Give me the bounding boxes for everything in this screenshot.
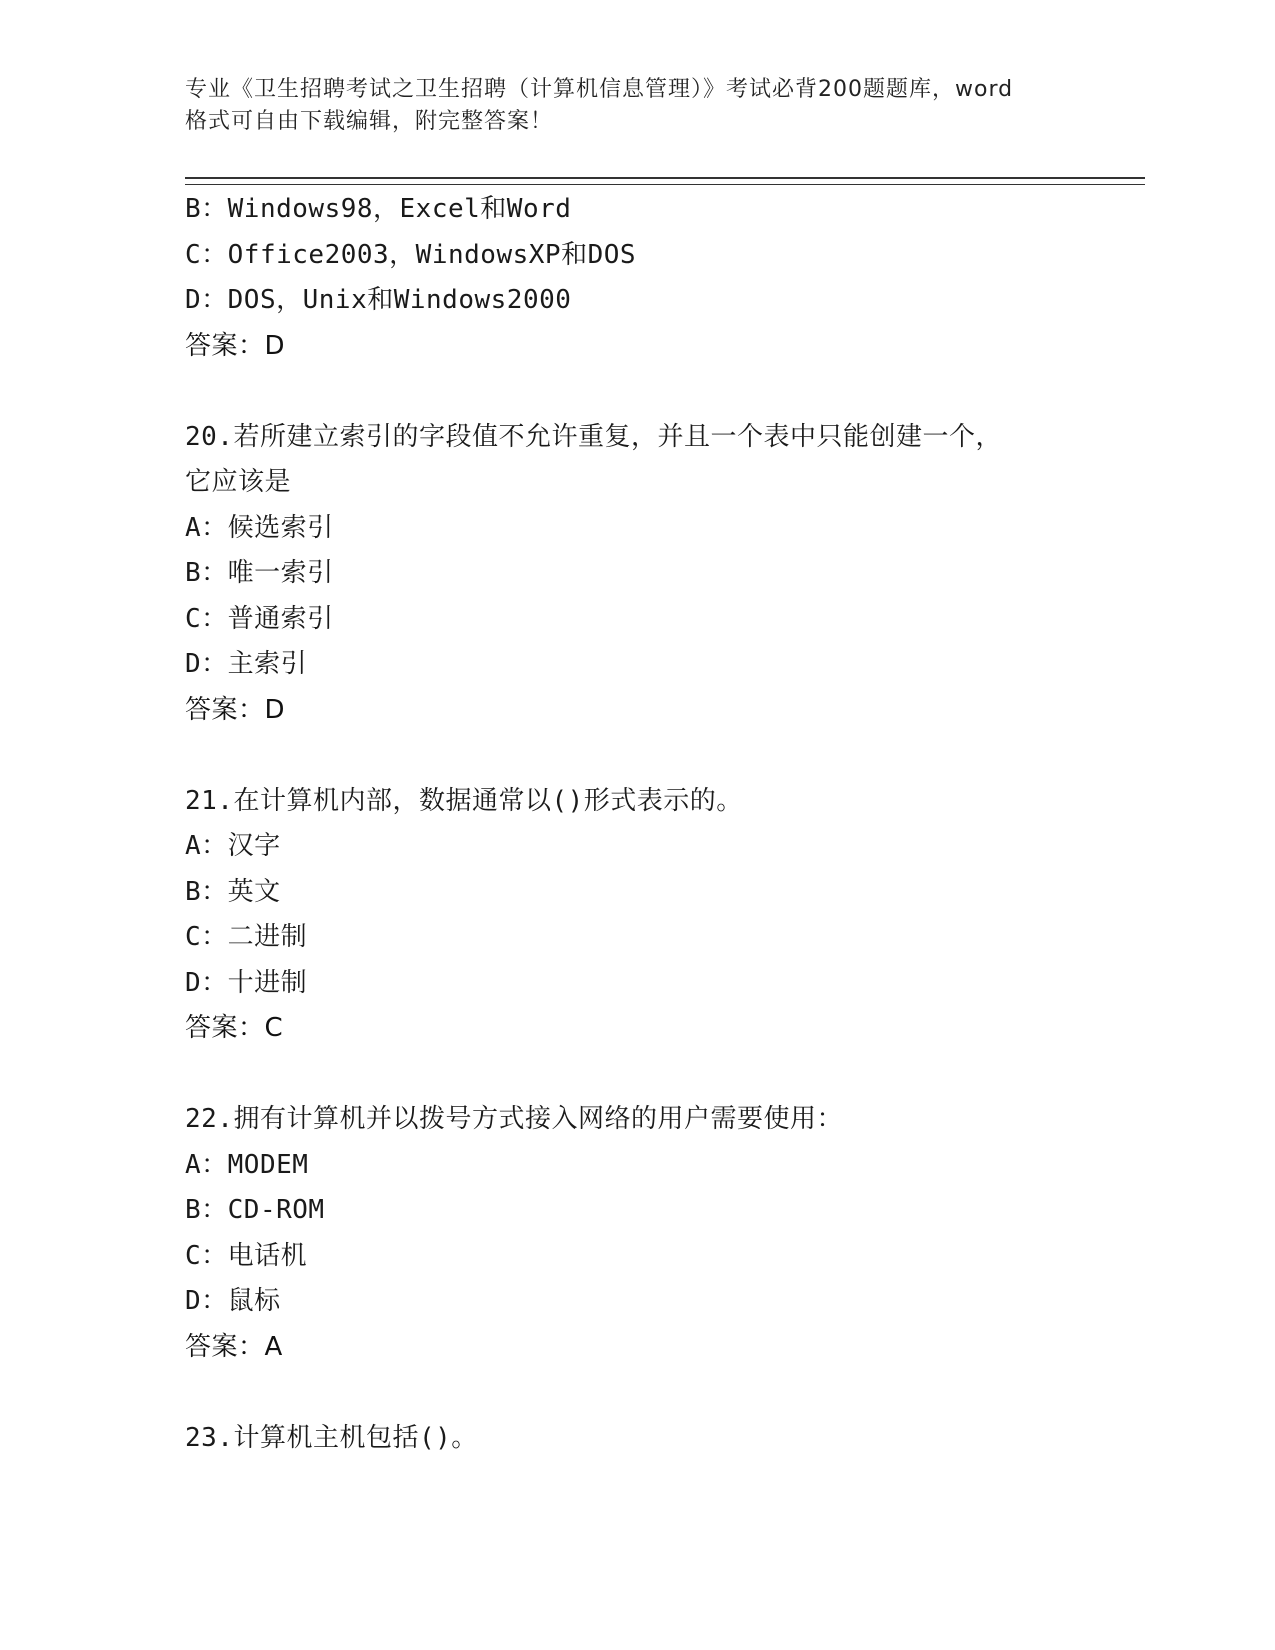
question-23: [185, 1416, 1145, 1462]
question-stem: 22.拥有计算机并以拨号方式接入网络的用户需要使用：: [185, 1104, 843, 1134]
header-divider: [185, 177, 1145, 185]
option-a: A：MODEM: [185, 1149, 309, 1180]
option-c: C：电话机: [185, 1240, 308, 1271]
page-header: [185, 74, 1105, 138]
header-line-2: 格式可自由下载编辑，附完整答案！: [185, 109, 554, 134]
question-stem: 23.计算机主机包括()。: [185, 1422, 478, 1453]
spacer: [185, 369, 1145, 415]
spacer: [185, 1370, 1145, 1416]
spacer: [185, 1052, 1145, 1098]
answer-line: 答案：D: [185, 330, 286, 361]
option-c: C：Office2003，WindowsXP和DOS: [185, 239, 637, 270]
continued-question: [185, 187, 1145, 369]
option-a: A：汉字: [185, 831, 281, 861]
option-b: B：英文: [185, 876, 281, 907]
option-d: D：主索引: [185, 649, 308, 679]
option-b: B：Windows98，Excel和Word: [185, 194, 572, 224]
answer-line: 答案：A: [185, 1331, 283, 1362]
option-b: B：CD-ROM: [185, 1195, 325, 1225]
option-d: D：DOS，Unix和Windows2000: [185, 285, 572, 315]
question-21: [185, 779, 1145, 1052]
option-c: C：二进制: [185, 922, 308, 952]
question-20: [185, 415, 1145, 734]
option-d: D：鼠标: [185, 1286, 281, 1316]
option-b: B：唯一索引: [185, 558, 334, 588]
option-a: A：候选索引: [185, 512, 334, 543]
spacer: [185, 733, 1145, 779]
question-list: [185, 187, 1145, 1461]
question-stem: 21.在计算机内部，数据通常以()形式表示的。: [185, 785, 743, 816]
question-22: [185, 1097, 1145, 1370]
option-d: D：十进制: [185, 967, 308, 998]
option-c: C：普通索引: [185, 603, 334, 634]
question-stem: 20.若所建立索引的字段值不允许重复，并且一个表中只能创建一个，: [185, 421, 1002, 452]
question-stem: 它应该是: [185, 467, 292, 497]
answer-line: 答案：D: [185, 694, 286, 725]
header-line-1: 专业《卫生招聘考试之卫生招聘（计算机信息管理）》考试必背200题题库，word: [185, 77, 1014, 102]
answer-line: 答案：C: [185, 1013, 284, 1043]
